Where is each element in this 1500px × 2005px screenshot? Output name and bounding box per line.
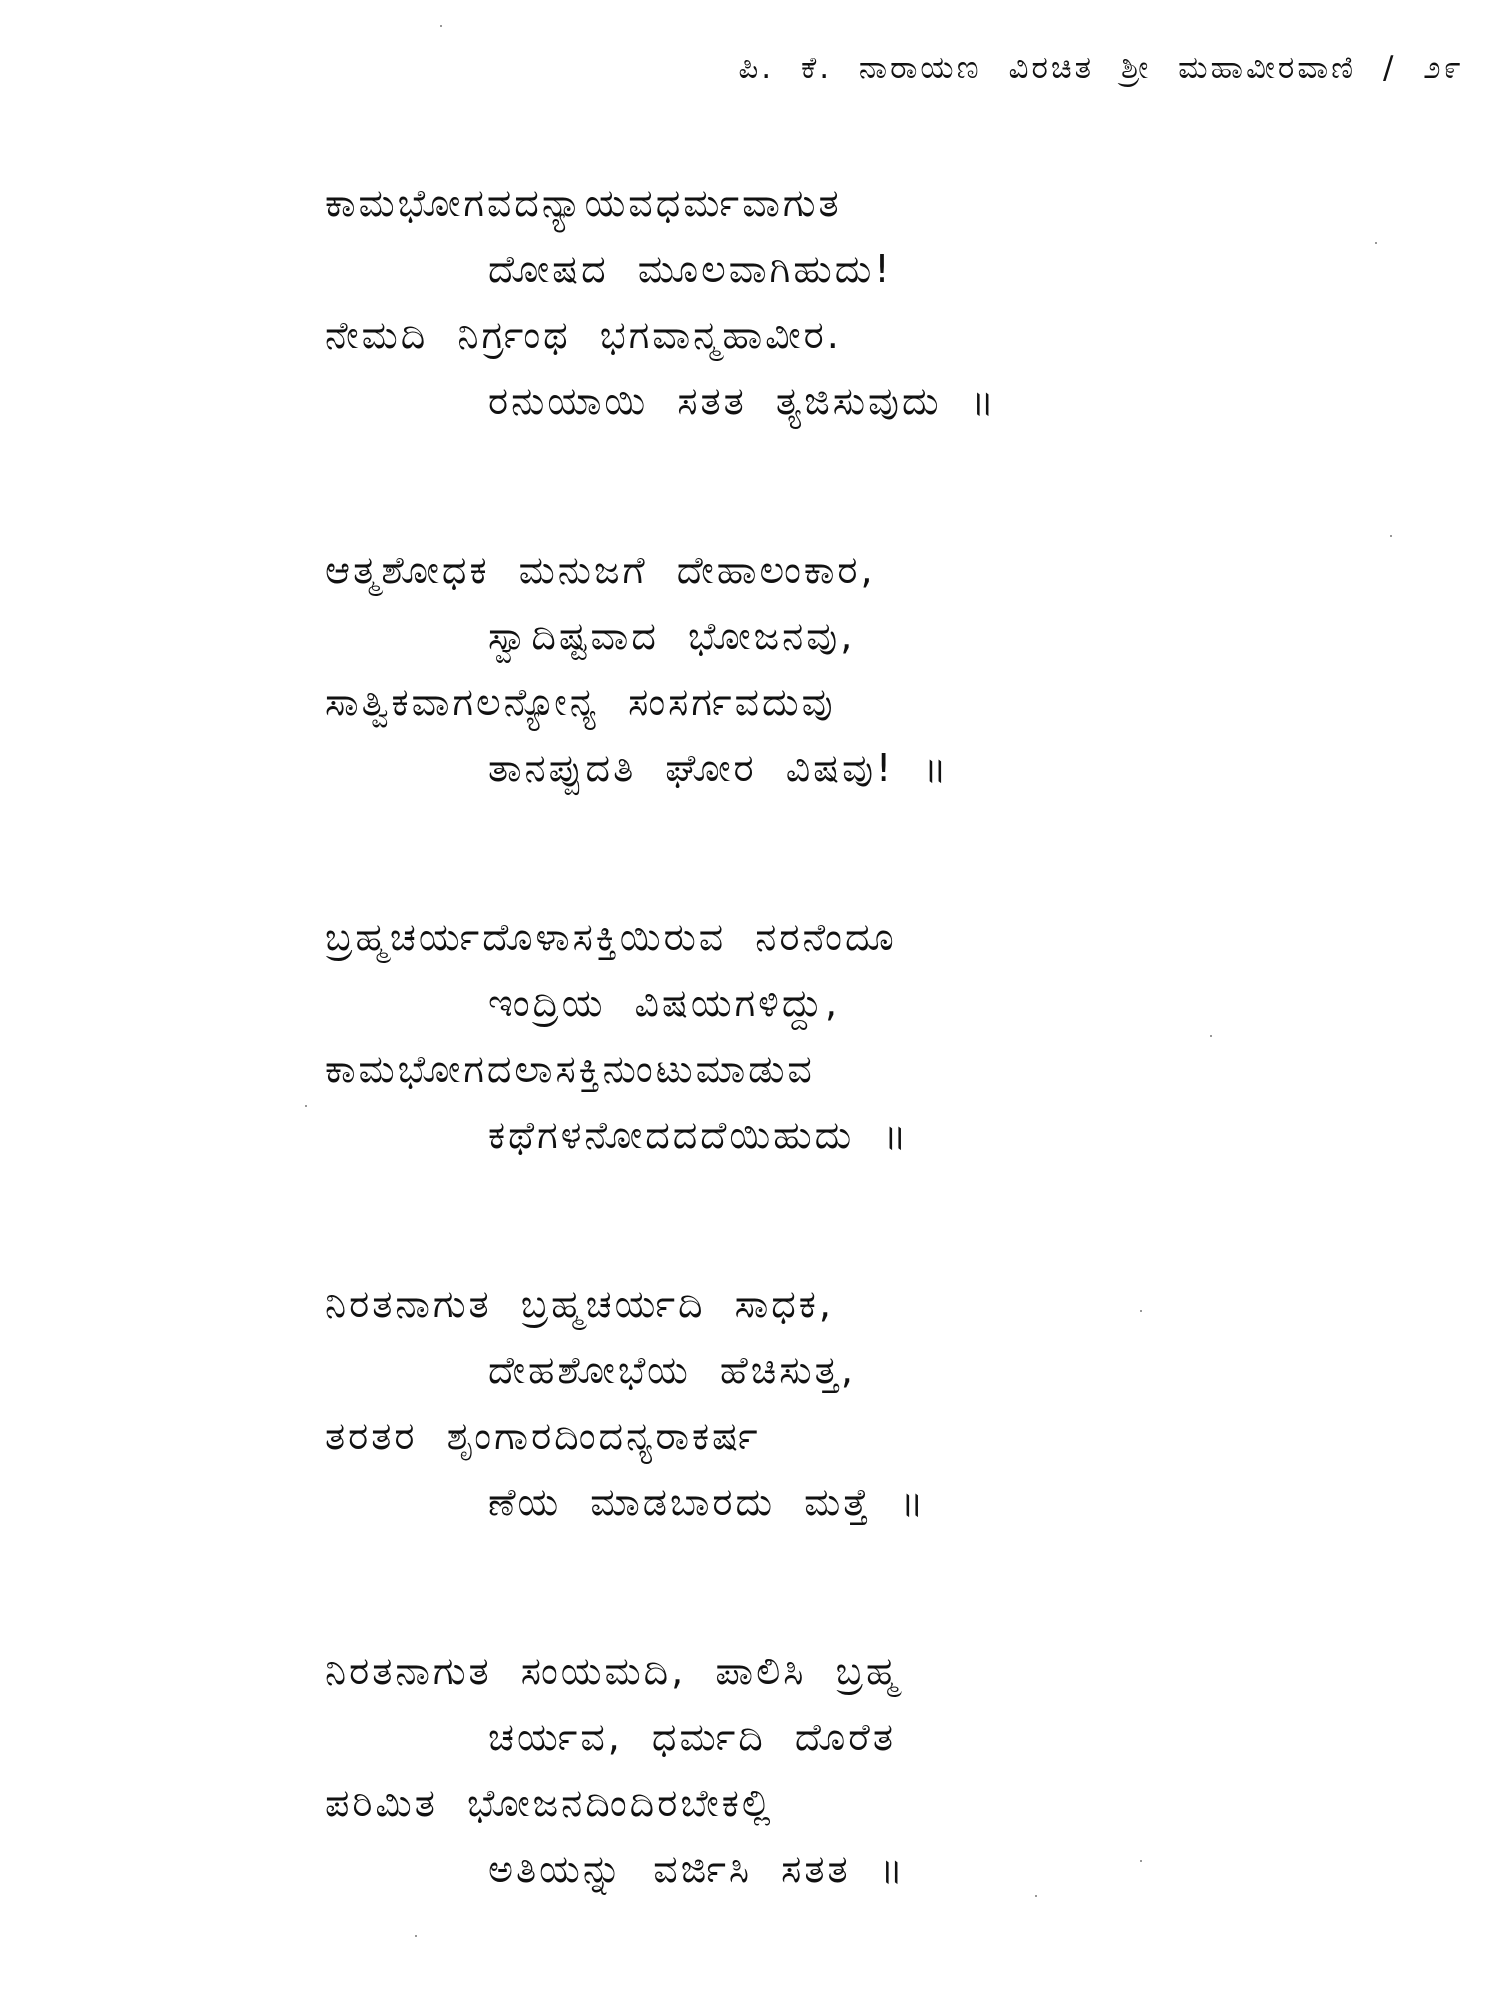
verse-line: ರನುಯಾಯಿ ಸತತ ತ್ಯಜಿಸುವುದು ॥ [488,379,997,423]
stanza-2 [325,537,1465,801]
stanza-5 [325,1638,1465,1902]
verse-line: ಪರಿಮಿತ ಭೋಜನದಿಂದಿರಬೇಕಲ್ಲಿ [325,1781,774,1825]
verse-line: ಸಾತ್ವಿಕವಾಗಲನ್ಯೋನ್ಯ ಸಂಸರ್ಗವದುವು [325,680,836,724]
verse-line: ನಿರತನಾಗುತ ಸಂಯಮದಿ, ಪಾಲಿಸಿ ಬ್ರಹ್ಮ [325,1649,901,1693]
verse-line: ಚರ್ಯವ, ಧರ್ಮದಿ ದೊರೆತ [488,1715,896,1759]
scan-speck [415,1935,417,1937]
stanza-3 [325,904,1465,1168]
scan-speck [1375,242,1377,244]
verse-line: ನಿರತನಾಗುತ ಬ್ರಹ್ಮಚರ್ಯದಿ ಸಾಧಕ, [325,1282,834,1326]
verse-line: ತರತರ ಶೃಂಗಾರದಿಂದನ್ಯರಾಕರ್ಷ [325,1414,761,1458]
verse-line: ಕಾಮಭೋಗದಲಾಸಕ್ತಿನುಂಟುಮಾಡುವ [325,1047,815,1091]
scan-speck [305,1105,307,1107]
scan-speck [1035,1895,1037,1897]
poem [325,170,1465,2005]
verse-line: ತಾನಪ್ಪುದತಿ ಘೋರ ವಿಷವು! ॥ [488,746,950,790]
verse-line: ಇಂದ್ರಿಯ ವಿಷಯಗಳಿದ್ದು, [488,981,841,1025]
scan-speck [1390,535,1392,537]
verse-line: ನೇಮದಿ ನಿರ್ಗ್ರಂಥ ಭಗವಾನ್ಮಹಾವೀರ. [325,313,842,357]
running-header: ಪಿ. ಕೆ. ನಾರಾಯಣ ವಿರಚಿತ ಶ್ರೀ ಮಹಾವೀರವಾಣಿ / ೨೯ [738,50,1464,86]
verse-line: ದೇಹಶೋಭೆಯ ಹೆಚಿಸುತ್ತ, [488,1348,857,1392]
verse-line: ಸ್ವಾದಿಷ್ಟವಾದ ಭೋಜನವು, [488,614,856,658]
verse-line: ಬ್ರಹ್ಮಚರ್ಯದೊಳಾಸಕ್ತಿಯಿರುವ ನರನೆಂದೂ [325,915,897,959]
scan-speck [1140,1860,1142,1862]
verse-line: ಆತ್ಮಶೋಧಕ ಮನುಜಗೆ ದೇಹಾಲಂಕಾರ, [325,548,876,592]
verse-line: ಅತಿಯನ್ನು ವರ್ಜಿಸಿ ಸತತ ॥ [488,1847,906,1891]
scan-speck [440,25,442,27]
stanza-4 [325,1271,1465,1535]
verse-line: ಣೆಯ ಮಾಡಬಾರದು ಮತ್ತೆ ॥ [488,1480,927,1524]
stanza-1 [325,170,1465,434]
scan-speck [1210,1035,1212,1037]
scan-speck [1140,1310,1142,1312]
verse-line: ದೋಷದ ಮೂಲವಾಗಿಹುದು! [488,247,893,291]
verse-line: ಕಥೆಗಳನೋದದದೆಯಿಹುದು ॥ [488,1113,910,1157]
verse-line: ಕಾಮಭೋಗವದನ್ಯಾಯವಧರ್ಮವಾಗುತ [325,181,842,225]
